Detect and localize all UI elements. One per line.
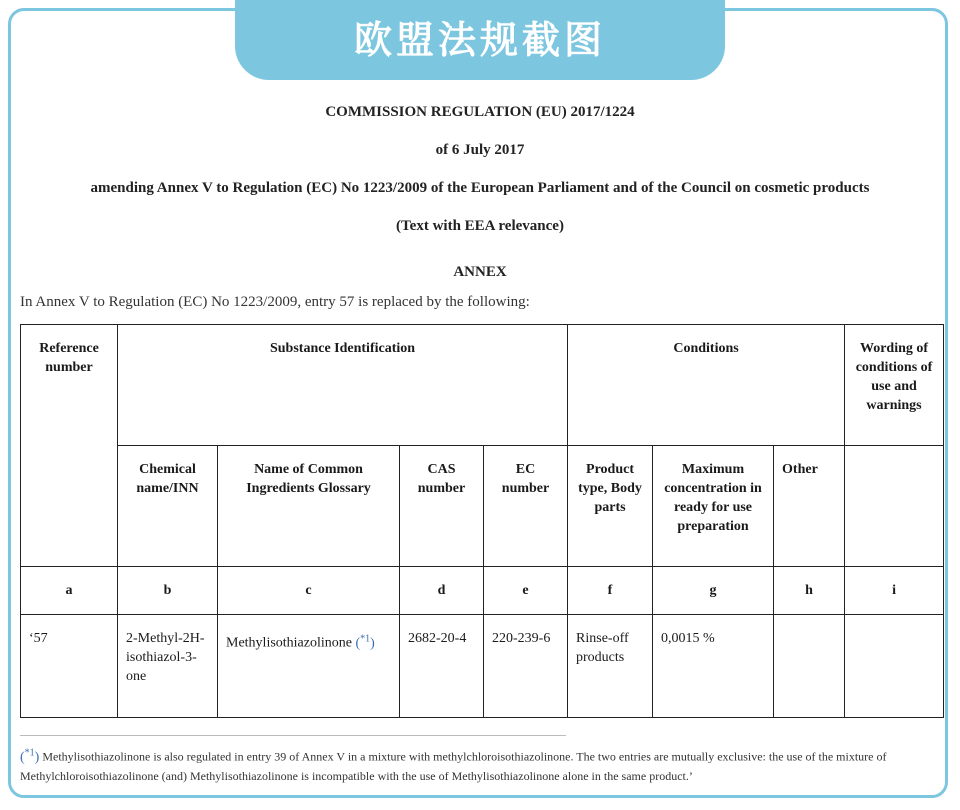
intro-text: In Annex V to Regulation (EC) No 1223/2009, entry 57 is replaced by the following:	[20, 294, 530, 310]
cell-product-type: Rinse-off products	[568, 615, 653, 718]
footnote-text: Methylisothiazolinone is also regulated in entry 39 of Annex V in a mixture with methylchloroisothiazolinone. The two entries are mutually exclusive: the use of the mixture of Methylchloroisothiazolinone (and) Methylisothiazolinone is incompatible with the use of Methylisothiazolinone alone in the same product.’	[20, 749, 887, 783]
cell-other	[774, 615, 845, 718]
footnote-mark-link[interactable]: ($^{*1}$)	[20, 747, 40, 765]
annex-table	[20, 324, 944, 718]
footnote-reference-link[interactable]: ($^{*1}$)	[355, 633, 375, 651]
header-conditions: Conditions	[568, 325, 845, 446]
letter-f: f	[568, 567, 653, 615]
cell-cas: 2682-20-4	[400, 615, 484, 718]
header-common-name: Name of Common Ingredients Glossary	[218, 446, 400, 567]
annex-heading: ANNEX	[453, 264, 507, 280]
letter-c: c	[218, 567, 400, 615]
cell-ec: 220-239-6	[484, 615, 568, 718]
header-product-type: Product type, Body parts	[568, 446, 653, 567]
letter-b: b	[118, 567, 218, 615]
header-substance: Substance Identification	[118, 325, 568, 446]
letter-g: g	[653, 567, 774, 615]
cell-max-concentration: 0,0015 %	[653, 615, 774, 718]
header-chemical-name: Chemical name/INN	[118, 446, 218, 567]
header-wording-empty	[845, 446, 944, 567]
letter-a: a	[21, 567, 118, 615]
banner-title: 欧盟法规截图	[235, 0, 725, 80]
letter-d: d	[400, 567, 484, 615]
header-other: Other	[774, 446, 845, 567]
header-cas: CAS number	[400, 446, 484, 567]
header-ec: EC number	[484, 446, 568, 567]
cell-chemical-name: 2-Methyl-2H-isothiazol-3-one	[118, 615, 218, 718]
common-name-text: Methylisothiazolinone	[226, 635, 352, 651]
header-reference: Reference number	[21, 325, 118, 567]
header-wording: Wording of conditions of use and warnings	[845, 325, 944, 446]
letter-e: e	[484, 567, 568, 615]
cell-reference: ‘57	[21, 615, 118, 718]
eea-relevance: (Text with EEA relevance)	[396, 218, 564, 234]
letter-i: i	[845, 567, 944, 615]
cell-common-name	[218, 615, 400, 718]
regulation-subject: amending Annex V to Regulation (EC) No 1223/2009 of the European Parliament and of the Council on cosmetic products	[90, 180, 870, 196]
cell-wording	[845, 615, 944, 718]
footnote	[20, 744, 940, 785]
regulation-title: COMMISSION REGULATION (EU) 2017/1224	[325, 104, 635, 120]
letter-h: h	[774, 567, 845, 615]
header-max-concentration: Maximum concentration in ready for use preparation	[653, 446, 774, 567]
footnote-separator	[20, 735, 566, 736]
regulation-date: of 6 July 2017	[435, 142, 525, 158]
